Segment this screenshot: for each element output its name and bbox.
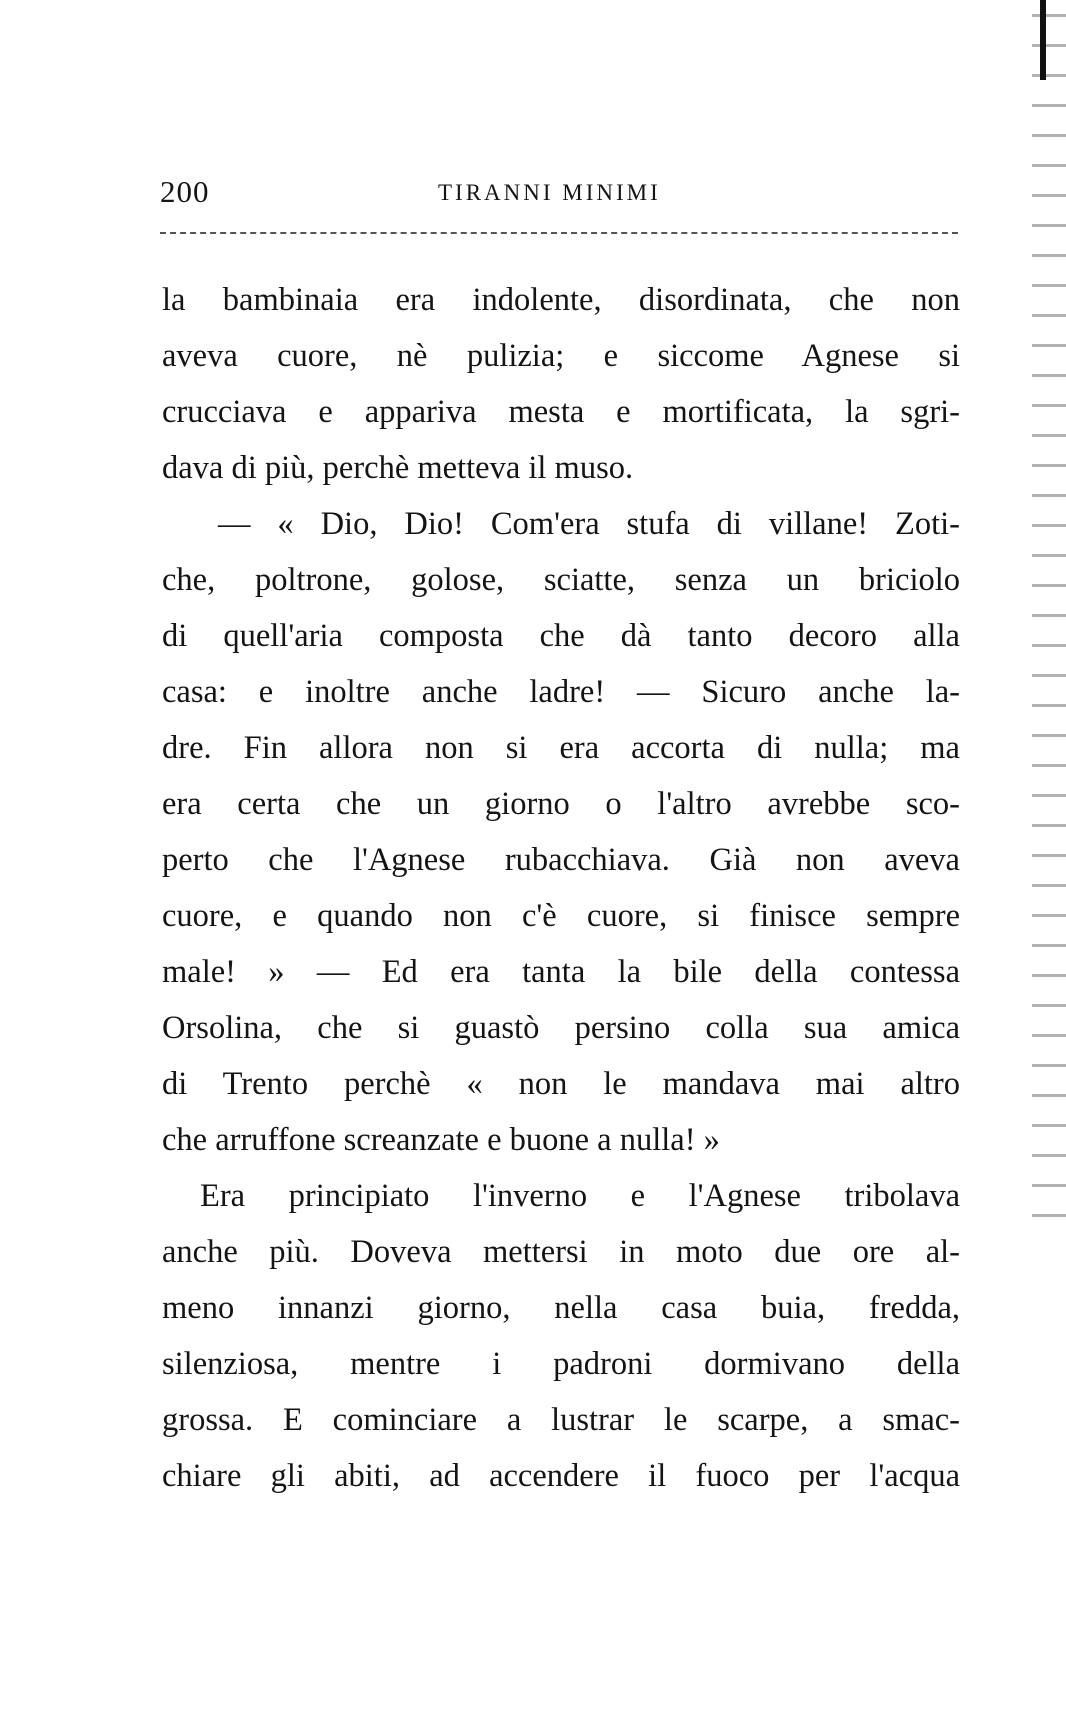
text-line: anche più. Doveva mettersi in moto due ore al- bbox=[162, 1234, 960, 1270]
text-line: aveva cuore, nè pulizia; e siccome Agnese si bbox=[162, 338, 960, 374]
text-line: di Trento perchè « non le mandava mai altro bbox=[162, 1066, 960, 1102]
text-line: Era principiato l'inverno e l'Agnese tribolava bbox=[200, 1178, 960, 1214]
page-header bbox=[160, 174, 960, 216]
text-line: dava di più, perchè metteva il muso. bbox=[162, 450, 634, 486]
text-line: grossa. E cominciare a lustrar le scarpe, a smac- bbox=[162, 1402, 960, 1438]
scanned-edge-mark bbox=[1040, 0, 1046, 80]
text-line: chiare gli abiti, ad accendere il fuoco per l'acqua bbox=[162, 1458, 960, 1494]
text-line: la bambinaia era indolente, disordinata, che non bbox=[162, 282, 960, 318]
body-text bbox=[162, 272, 960, 1504]
text-line: Orsolina, che si guastò persino colla sua amica bbox=[162, 1010, 960, 1046]
text-line: — « Dio, Dio! Com'era stufa di villane! Zoti- bbox=[218, 506, 960, 542]
running-title: TIRANNI MINIMI bbox=[438, 180, 661, 205]
text-line: crucciava e appariva mesta e mortificata, la sgri- bbox=[162, 394, 960, 430]
page-number: 200 bbox=[160, 174, 210, 209]
text-line: dre. Fin allora non si era accorta di nulla; ma bbox=[162, 730, 960, 766]
text-line: era certa che un giorno o l'altro avrebbe sco- bbox=[162, 786, 960, 822]
text-line: male! » — Ed era tanta la bile della contessa bbox=[162, 954, 960, 990]
text-line: che arruffone screanzate e buone a nulla! » bbox=[162, 1122, 720, 1158]
scanned-page-edge bbox=[1032, 0, 1066, 1240]
text-line: di quell'aria composta che dà tanto decoro alla bbox=[162, 618, 960, 654]
text-line: silenziosa, mentre i padroni dormivano della bbox=[162, 1346, 960, 1382]
text-line: cuore, e quando non c'è cuore, si finisce sempre bbox=[162, 898, 960, 934]
text-line: casa: e inoltre anche ladre! — Sicuro anche la- bbox=[162, 674, 960, 710]
header-rule bbox=[160, 232, 958, 234]
text-line: che, poltrone, golose, sciatte, senza un briciolo bbox=[162, 562, 960, 598]
text-line: perto che l'Agnese rubacchiava. Già non aveva bbox=[162, 842, 960, 878]
text-line: meno innanzi giorno, nella casa buia, fredda, bbox=[162, 1290, 960, 1326]
